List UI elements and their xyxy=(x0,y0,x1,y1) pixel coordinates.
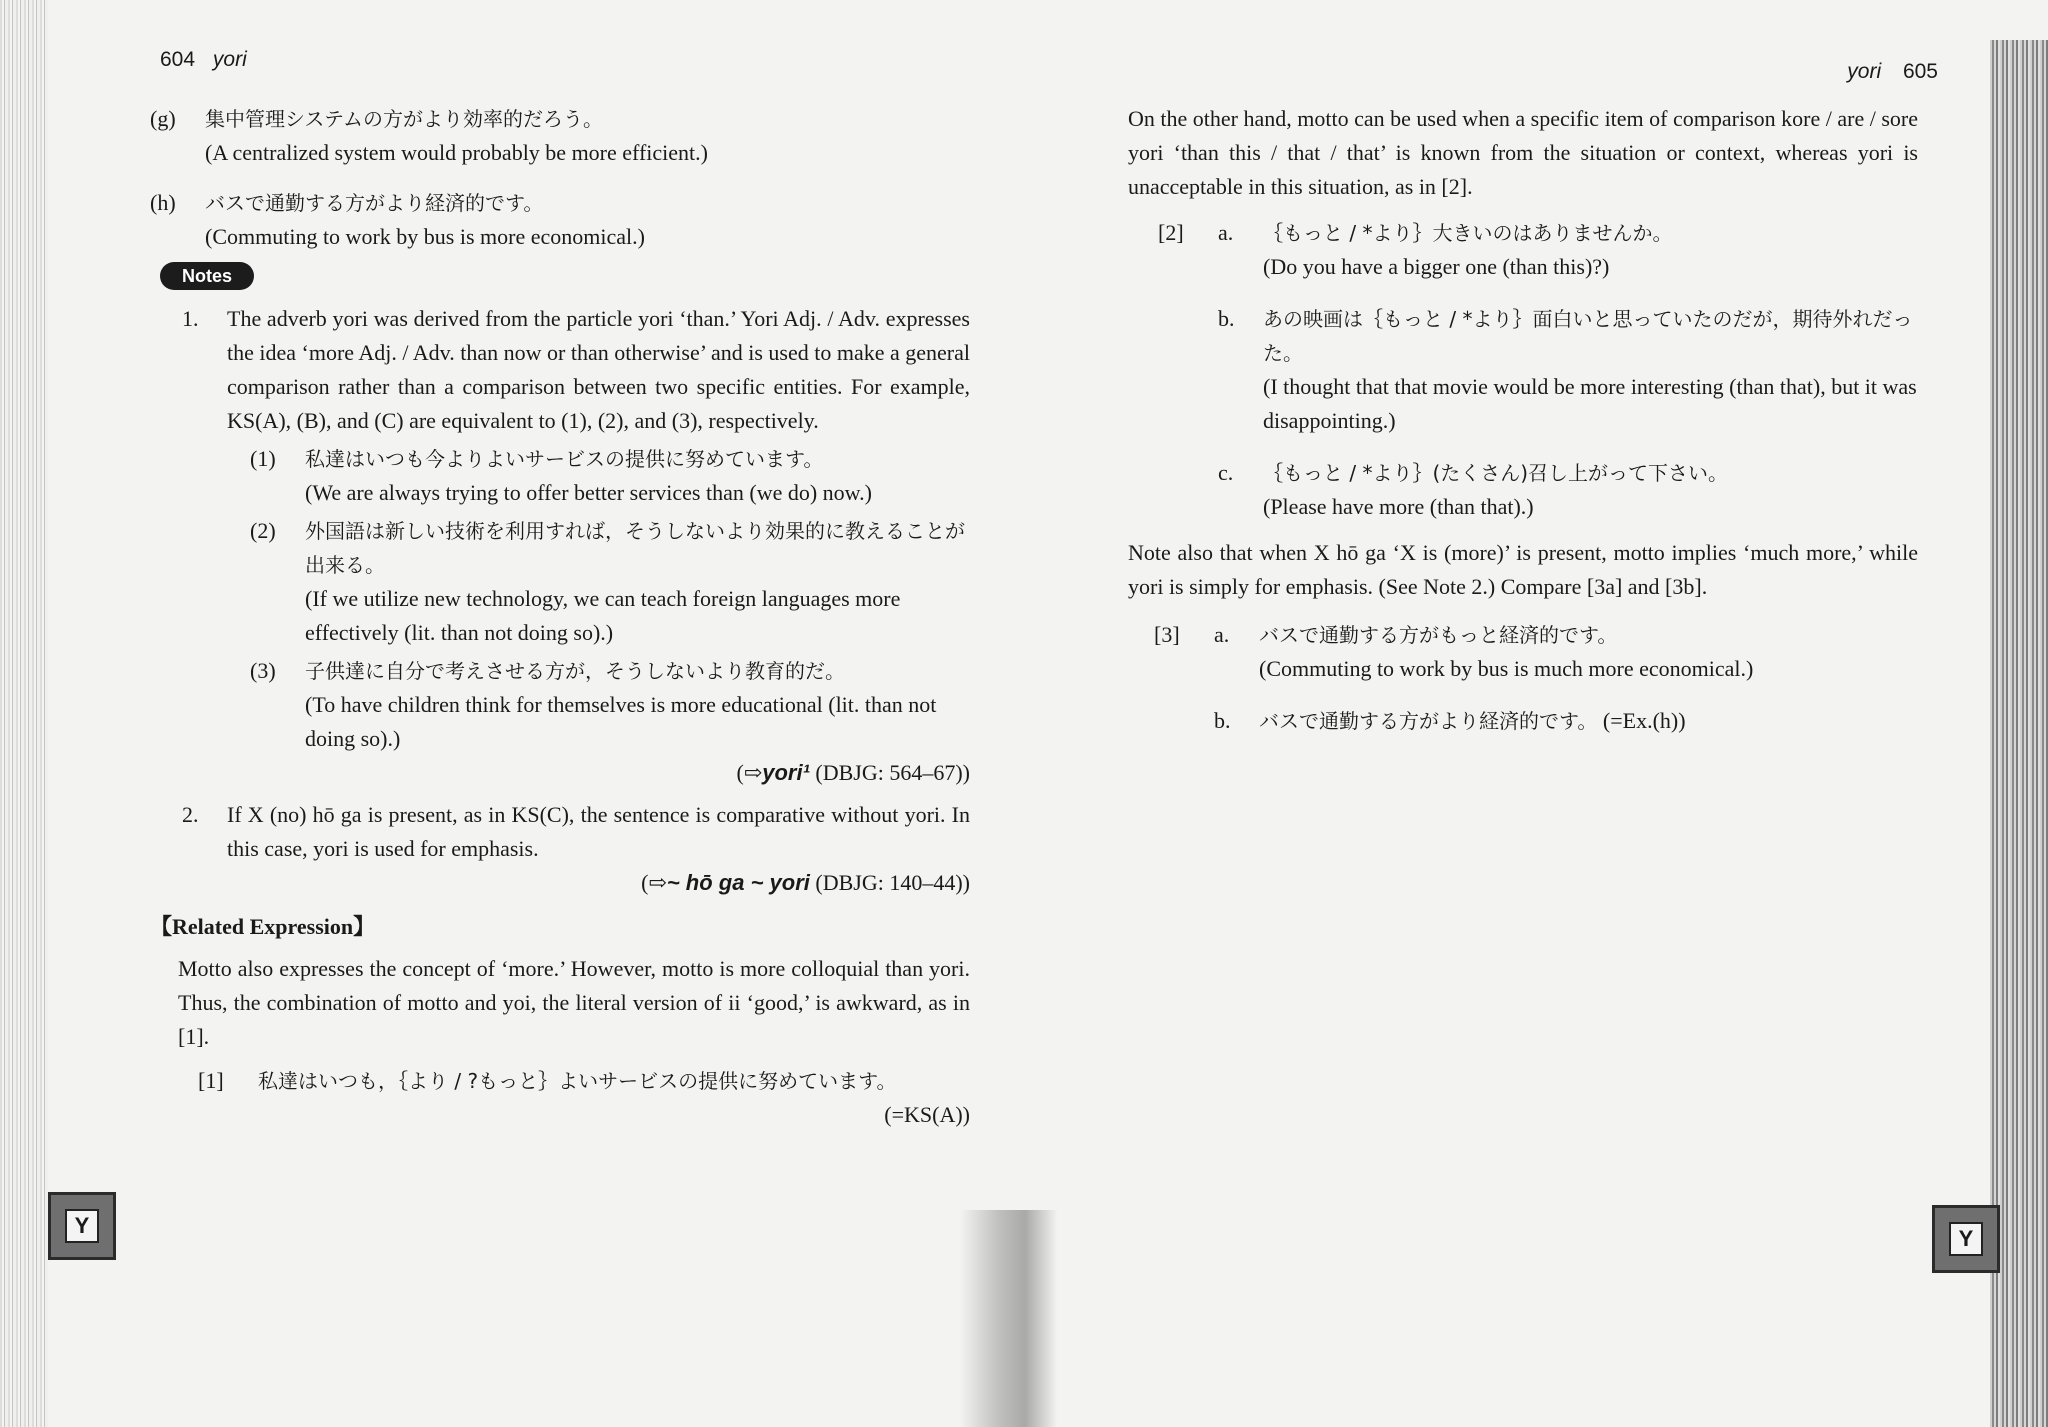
ref-entry: ~ hō ga ~ yori xyxy=(666,870,810,895)
example-translation: (We are always trying to offer better services than (we do) now.) xyxy=(305,480,872,505)
notes-label: Notes xyxy=(160,262,254,290)
example-translation: (Commuting to work by bus is much more economical.) xyxy=(1259,656,1754,681)
cross-reference xyxy=(150,756,970,790)
note-text: If X (no) hō ga is present, as in KS(C), the sentence is comparative without yori. In this case, yori is used for emphasis. xyxy=(227,802,970,861)
example-letter: c. xyxy=(1218,460,1234,485)
example-number: (3) xyxy=(250,658,276,683)
example-translation: (Please have more (than that).) xyxy=(1263,494,1534,519)
example-number: (2) xyxy=(250,518,276,543)
note-example-3 xyxy=(250,654,970,756)
example-japanese: ｛もっと / *より｝大きいのはありませんか。 xyxy=(1263,221,1673,245)
example-3a xyxy=(1154,618,1918,686)
note-text: The adverb yori was derived from the particle yori ‘than.’ Yori Adj. / Adv. expresses the idea ‘more Adj. / Adv. than now or than otherwise’ and is used to make a general comparison rather than a comparison between two specific entities. For example, KS(A), (B), and (C) are equivalent to (1), (2), and (3), respectively. xyxy=(227,306,970,433)
thumb-index-letter: Y xyxy=(1949,1222,1983,1256)
example-3 xyxy=(1154,618,1918,738)
running-word: yori xyxy=(212,48,247,71)
example-translation: (To have children think for themselves is more educational (lit. than not doing so).) xyxy=(305,692,937,751)
related-expression-text: Motto also expresses the concept of ‘more.’ However, motto is more colloquial than yori. Thus, the combination of motto and yoi, the literal version of ii ‘good,’ is awkward, as in [1]. xyxy=(178,956,970,1049)
example-3b xyxy=(1154,704,1918,738)
example-number: [3] xyxy=(1154,622,1180,647)
related-expression-heading: 【Related Expression】 xyxy=(150,914,376,939)
note-number: 2. xyxy=(182,802,199,827)
note-example-2 xyxy=(250,514,970,650)
example-1 xyxy=(198,1064,970,1098)
example-2b xyxy=(1158,302,1918,438)
example-translation: (Do you have a bigger one (than this)?) xyxy=(1263,254,1610,279)
right-column xyxy=(1128,102,1918,738)
right-page xyxy=(1024,0,2048,1427)
page-number: 604 xyxy=(160,48,196,71)
running-head-right xyxy=(1808,60,1938,84)
example-translation: (I thought that that movie would be more interesting (than that), but it was disappointing.) xyxy=(1263,374,1917,433)
ref-arrow: (⇨ xyxy=(736,760,763,785)
example-letter: b. xyxy=(1218,306,1235,331)
example-number: [2] xyxy=(1158,220,1184,245)
note-example-1 xyxy=(250,442,970,510)
note-2 xyxy=(182,798,970,866)
example-label: (g) xyxy=(150,106,176,131)
left-column xyxy=(150,102,970,1132)
example-japanese: ｛もっと / *より｝(たくさん)召し上がって下さい。 xyxy=(1263,461,1729,485)
example-japanese: 私達はいつも今よりよいサービスの提供に努めています。 xyxy=(305,447,824,471)
example-letter: b. xyxy=(1214,708,1231,733)
example-number: (1) xyxy=(250,446,276,471)
example-2a xyxy=(1158,216,1918,284)
thumb-index-tab xyxy=(1932,1205,2000,1273)
example-japanese: 外国語は新しい技術を利用すれば，そうしないより効果的に教えることが出来る。 xyxy=(305,519,965,577)
example-2c xyxy=(1158,456,1918,524)
note-1 xyxy=(182,302,970,438)
example-japanese: あの映画は｛もっと / *より｝面白いと思っていたのだが，期待外れだった。 xyxy=(1263,307,1913,365)
example-reference: (=Ex.(h)) xyxy=(1602,708,1686,733)
example-label: (h) xyxy=(150,190,176,215)
thumb-index-tab xyxy=(48,1192,116,1260)
example-number: [1] xyxy=(198,1068,224,1093)
example-japanese: バスで通勤する方がより経済的です。 xyxy=(205,191,544,215)
ref-source: (DBJG: 564–67)) xyxy=(815,760,970,785)
example-letter: a. xyxy=(1214,622,1230,647)
paragraph: On the other hand, motto can be used when a specific item of comparison kore / are / sore yori ‘than this / that / that’ is known from the situation or context, whereas yori is unacceptable in this situation, as in [2]. xyxy=(1128,106,1918,199)
example-translation: (Commuting to work by bus is more economical.) xyxy=(205,224,645,249)
ref-source: (DBJG: 140–44)) xyxy=(815,870,970,895)
example-reference: (=KS(A)) xyxy=(884,1102,970,1127)
thumb-index-letter: Y xyxy=(65,1209,99,1243)
running-head-left xyxy=(160,48,247,72)
example-h xyxy=(150,186,970,254)
ref-entry: yori¹ xyxy=(762,760,810,785)
example-translation: (If we utilize new technology, we can teach foreign languages more effectively (lit. than not doing so).) xyxy=(305,586,901,645)
example-japanese: 集中管理システムの方がより効率的だろう。 xyxy=(205,107,603,131)
cross-reference xyxy=(150,866,970,900)
example-japanese: バスで通勤する方がより経済的です。 xyxy=(1259,709,1598,733)
example-2 xyxy=(1158,216,1918,524)
paragraph: Note also that when X hō ga ‘X is (more)’ is present, motto implies ‘much more,’ while yori is simply for emphasis. (See Note 2.) Compare [3a] and [3b]. xyxy=(1128,540,1918,599)
example-japanese: 子供達に自分で考えさせる方が，そうしないより教育的だ。 xyxy=(305,659,845,683)
example-letter: a. xyxy=(1218,220,1234,245)
running-word: yori xyxy=(1847,60,1882,83)
example-japanese: バスで通勤する方がもっと経済的です。 xyxy=(1259,623,1618,647)
scanned-page-edge xyxy=(0,0,48,1427)
note-number: 1. xyxy=(182,306,199,331)
page-number: 605 xyxy=(1902,60,1938,83)
example-g xyxy=(150,102,970,170)
example-japanese: 私達はいつも，｛より / ?もっと｝よいサービスの提供に努めています。 xyxy=(258,1069,897,1093)
ref-arrow: (⇨ xyxy=(641,870,667,895)
example-translation: (A centralized system would probably be more efficient.) xyxy=(205,140,708,165)
